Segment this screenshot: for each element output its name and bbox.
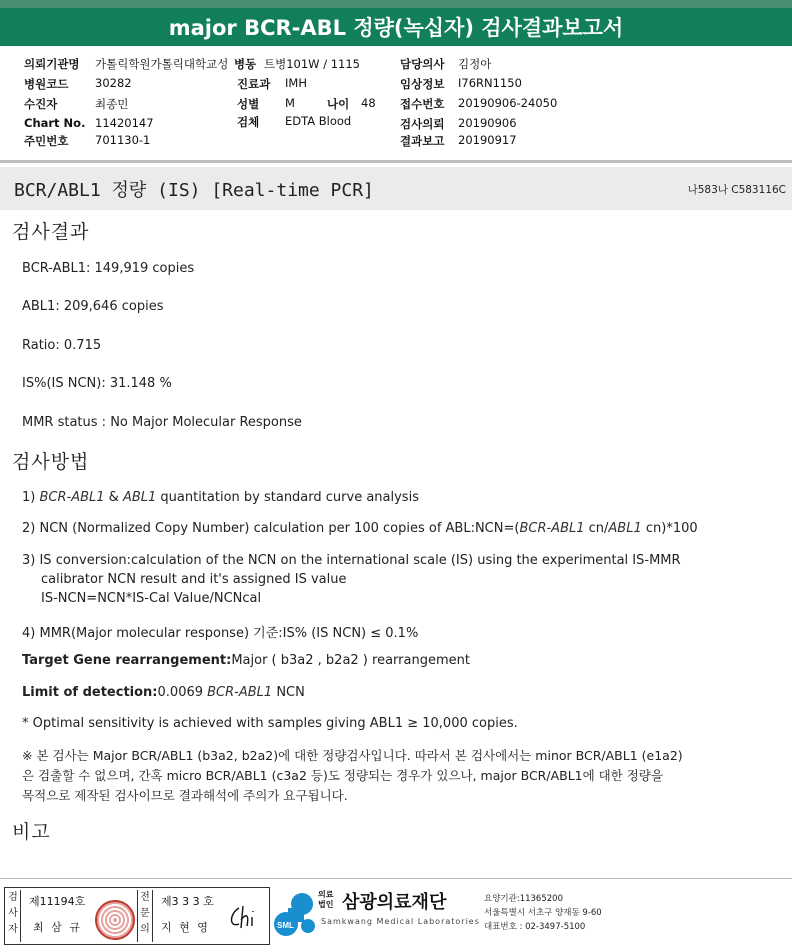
lod-label: Limit of detection: bbox=[22, 685, 158, 700]
institution-value: 가톨릭학원가톨릭대학교성 bbox=[95, 57, 229, 71]
institution-label: 의뢰기관명 bbox=[24, 57, 80, 71]
method-1-prefix: 1) bbox=[22, 490, 40, 505]
sml-logo-icon bbox=[272, 886, 318, 940]
remarks-heading: 비고 bbox=[12, 821, 51, 843]
sex-value: M bbox=[285, 96, 295, 110]
org-prefix-2: 법인 bbox=[318, 900, 334, 909]
test-header bbox=[0, 167, 792, 210]
limit-of-detection bbox=[22, 685, 305, 700]
org-prefix bbox=[318, 890, 333, 910]
target-gene-label: Target Gene rearrangement: bbox=[22, 653, 232, 668]
ward-label: 병동 bbox=[234, 57, 257, 71]
test-name: BCR/ABL1 정량 (IS) [Real-time PCR] bbox=[14, 180, 374, 201]
lod-value: 0.0069 bbox=[157, 685, 208, 700]
clinical-info-label: 임상정보 bbox=[400, 77, 445, 91]
note-line-2: 은 검출할 수 없으며, 간혹 micro BCR/ABL1 (c3a2 등)도 정량되는 경우가 있으나, major BCR/ABL1에 대한 정량을 bbox=[22, 768, 664, 783]
org-address: 서울특별시 서초구 양재동 9-60 bbox=[484, 908, 602, 918]
dept-value: IMH bbox=[285, 76, 307, 90]
method-3-line-3: IS-NCN=NCN*IS-Cal Value/NCNcal bbox=[41, 591, 262, 606]
age-value: 48 bbox=[361, 96, 376, 110]
note-line-3: 목적으로 제작된 검사이므로 결과해석에 주의가 요구됩니다. bbox=[22, 788, 348, 803]
specimen-label: 검체 bbox=[237, 115, 260, 129]
ward-value: 트병101W / 1115 bbox=[264, 57, 360, 71]
examinee-value: 최종민 bbox=[95, 97, 129, 111]
specialist-license: 제3 3 3 호 bbox=[161, 895, 214, 908]
method-1-suffix: quantitation by standard curve analysis bbox=[156, 490, 419, 505]
org-phone: 대표번호 : 02-3497-5100 bbox=[484, 922, 586, 932]
request-value: 20190906 bbox=[458, 116, 517, 130]
target-gene bbox=[22, 653, 470, 668]
method-2-prefix: 2) NCN (Normalized Copy Number) calculation per 100 copies of ABL:NCN=( bbox=[22, 521, 520, 536]
patient-info bbox=[0, 52, 792, 152]
sensitivity-note: * Optimal sensitivity is achieved with samples giving ABL1 ≥ 10,000 copies. bbox=[22, 716, 518, 731]
org-name: 삼광의료재단 bbox=[342, 892, 447, 913]
gene-abl1: ABL1 bbox=[122, 490, 157, 505]
result-abl1: ABL1: 209,646 copies bbox=[22, 299, 164, 314]
result-is-ncn: IS%(IS NCN): 31.148 % bbox=[22, 376, 172, 391]
method-3-line-2: calibrator NCN result and it's assigned IS value bbox=[41, 572, 347, 587]
footer-divider bbox=[0, 878, 792, 879]
specimen-value: EDTA Blood bbox=[285, 114, 352, 128]
age-label: 나이 bbox=[327, 97, 350, 111]
report-title: major BCR-ABL 정량(녹십자) 검사결과보고서 bbox=[0, 8, 792, 46]
request-label: 검사의뢰 bbox=[400, 117, 445, 131]
specialist-signature bbox=[225, 902, 261, 932]
examiner-name: 최 삼 규 bbox=[33, 921, 82, 934]
gene-bcr-abl1: BCR-ABL1 bbox=[519, 521, 585, 536]
lod-unit: NCN bbox=[272, 685, 305, 700]
method-1-mid: & bbox=[104, 490, 123, 505]
report-footer bbox=[0, 882, 792, 952]
dept-label: 진료과 bbox=[237, 77, 271, 91]
result-bcr-abl1: BCR-ABL1: 149,919 copies bbox=[22, 261, 195, 276]
method-4: 4) MMR(Major molecular response) 기준:IS% (IS NCN) ≤ 0.1% bbox=[22, 626, 419, 641]
org-code: 요양기관:11365200 bbox=[484, 894, 563, 904]
receipt-no-label: 접수번호 bbox=[400, 97, 445, 111]
receipt-no-value: 20190906-24050 bbox=[458, 96, 558, 110]
report-date-value: 20190917 bbox=[458, 133, 517, 147]
result-ratio: Ratio: 0.715 bbox=[22, 338, 102, 353]
divider bbox=[0, 160, 792, 163]
org-english-name: Samkwang Medical Laboratories bbox=[321, 917, 480, 926]
id-no-value: 701130-1 bbox=[95, 133, 151, 147]
chart-no-value: 11420147 bbox=[95, 116, 154, 130]
result-mmr-status: MMR status : No Major Molecular Response bbox=[22, 415, 302, 430]
examiner-label: 검사자 bbox=[6, 890, 21, 942]
gene-bcr-abl1: BCR-ABL1 bbox=[39, 490, 105, 505]
results-heading: 검사결과 bbox=[12, 221, 90, 243]
examiner-seal bbox=[95, 900, 135, 940]
specialist-name: 지 현 영 bbox=[161, 921, 210, 934]
method-2-suffix: cn)*100 bbox=[641, 521, 698, 536]
id-no-label: 주민번호 bbox=[24, 134, 69, 148]
sex-label: 성별 bbox=[237, 97, 260, 111]
gene-abl1: ABL1 bbox=[608, 521, 642, 536]
doctor-value: 김정아 bbox=[458, 57, 492, 71]
specialist-label: 전문의 bbox=[137, 890, 153, 942]
report-date-label: 결과보고 bbox=[400, 134, 445, 148]
note-line-1: ※ 본 검사는 Major BCR/ABL1 (b3a2, b2a2)에 대한 정량검사입니다. 따라서 본 검사에서는 minor BCR/ABL1 (e1a2) bbox=[22, 748, 683, 763]
examiner-license: 제11194호 bbox=[29, 895, 86, 908]
test-code: 나583나 C583116C bbox=[687, 184, 786, 196]
method-3-line-1: 3) IS conversion:calculation of the NCN on the international scale (IS) using the experimental IS-MMR bbox=[22, 553, 681, 568]
examinee-label: 수진자 bbox=[24, 97, 58, 111]
sml-logo-text: SML bbox=[277, 921, 294, 930]
target-gene-value: Major ( b3a2 , b2a2 ) rearrangement bbox=[231, 653, 470, 668]
method-2-mid: cn/ bbox=[584, 521, 609, 536]
signature-box bbox=[4, 887, 270, 945]
method-2 bbox=[22, 521, 698, 536]
method-1 bbox=[22, 490, 419, 505]
org-prefix-1: 의료 bbox=[318, 890, 334, 899]
hospital-code-label: 병원코드 bbox=[24, 77, 69, 91]
hospital-code-value: 30282 bbox=[95, 76, 132, 90]
gene-bcr-abl1: BCR-ABL1 bbox=[207, 685, 273, 700]
methods-heading: 검사방법 bbox=[12, 451, 90, 473]
top-accent-bar bbox=[0, 0, 792, 8]
clinical-info-value: I76RN1150 bbox=[458, 76, 522, 90]
org-contact bbox=[484, 892, 602, 934]
chart-no-label: Chart No. bbox=[24, 116, 86, 130]
doctor-label: 담당의사 bbox=[400, 57, 445, 71]
